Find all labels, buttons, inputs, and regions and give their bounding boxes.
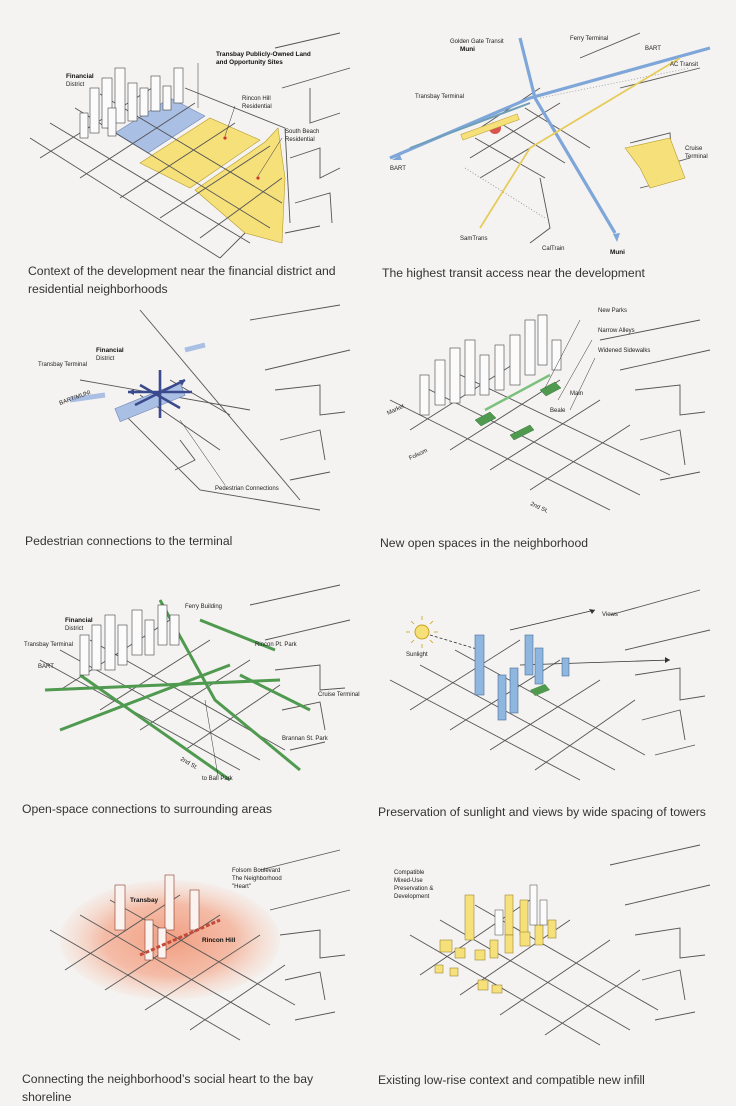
label-bart: BART (38, 664, 54, 670)
label-district: District (96, 356, 115, 362)
panel-social-heart (20, 840, 360, 1060)
caption-sunlight: Preservation of sunlight and views by wide spacing of towers (378, 805, 706, 819)
label-folsom-blvd: Folsom Boulevard (232, 868, 281, 874)
cruise-zone (625, 138, 685, 188)
caption-social-heart: Connecting the neighborhood’s social heart to the bay shoreline (22, 1072, 314, 1104)
label-cruise-terminal: Cruise Terminal (318, 692, 360, 698)
street-grid (410, 845, 710, 1045)
view-line-1 (510, 610, 595, 630)
label-bart-top: BART (645, 46, 661, 52)
panel-open-space-connections (20, 580, 360, 790)
label-neighborhood: The Neighborhood (232, 876, 282, 882)
label-ac-transit: AC Transit (670, 62, 699, 68)
tower-cluster (420, 315, 561, 415)
label-cruise-terminal: Terminal (685, 154, 708, 160)
pedestrian-diagram (20, 300, 360, 520)
label-mixed-use: Mixed-Use (394, 878, 423, 884)
panel-context (20, 28, 360, 260)
label-muni-bottom: Muni (610, 249, 625, 256)
label-cruise: Cruise (685, 146, 703, 152)
caption-context: Context of the development near the financial district and residential neighborhoods (28, 264, 336, 296)
bart-muni-band (185, 345, 205, 350)
label-muni-top: Muni (460, 46, 475, 53)
label-development: Development (394, 894, 430, 900)
label-rincon: Rincon Hill (242, 96, 271, 102)
label-sunlight: Sunlight (406, 652, 428, 658)
label-rincon-res: Residential (242, 104, 272, 110)
connections-diagram (20, 580, 360, 790)
label-opportunity: and Opportunity Sites (216, 59, 283, 66)
label-second-st: 2nd St. (529, 501, 549, 515)
label-narrow-alleys: Narrow Alleys (598, 328, 635, 334)
panel-sunlight (380, 580, 720, 790)
label-ferry-building: Ferry Building (185, 604, 223, 610)
rincon-marker (223, 136, 226, 139)
infill-buildings (435, 895, 556, 993)
label-transbay: Transbay (130, 897, 159, 904)
label-rincon-park: Rincon Pt. Park (255, 642, 297, 648)
label-beale: Beale (550, 408, 566, 414)
label-compatible: Compatible (394, 870, 425, 876)
arrow-muni (613, 233, 620, 242)
tower-cluster (80, 605, 179, 675)
label-caltrain: CalTrain (542, 246, 565, 252)
caption-connections: Open-space connections to surrounding areas (22, 802, 272, 816)
label-district: District (66, 82, 85, 88)
label-main: Main (570, 391, 584, 397)
label-widened-sidewalks: Widened Sidewalks (598, 348, 651, 354)
teal-line (410, 103, 530, 148)
label-ferry: Ferry Terminal (570, 36, 609, 42)
label-ped-connections: Pedestrian Connections (215, 486, 279, 492)
sun-icon (415, 625, 429, 639)
label-views: Views (602, 612, 618, 618)
panel-open-spaces (380, 300, 720, 520)
panel-pedestrian (20, 300, 360, 520)
label-transbay-terminal: Transbay Terminal (415, 94, 465, 100)
caption-infill: Existing low-rise context and compatible new infill (378, 1073, 645, 1087)
southbeach-marker (256, 176, 259, 179)
label-ball-park: to Ball Park (202, 776, 233, 782)
label-bart-muni: BART/MUNI (58, 389, 92, 407)
label-financial: Financial (65, 617, 93, 624)
label-transbay-terminal: Transbay Terminal (38, 362, 88, 368)
label-second-st: 2nd St. (179, 756, 199, 772)
infill-diagram (380, 840, 720, 1060)
label-financial: Financial (96, 347, 124, 354)
label-golden-gate: Golden Gate Transit (450, 39, 504, 45)
label-transbay: Transbay Terminal (24, 642, 74, 648)
label-financial: Financial (66, 73, 94, 80)
label-folsom: Folsom (408, 448, 429, 462)
caption-open-spaces: New open spaces in the neighborhood (380, 536, 589, 550)
context-diagram (20, 28, 360, 260)
label-brannan-park: Brannan St. Park (282, 736, 328, 742)
street-grid (390, 320, 710, 510)
social-heart-diagram (20, 840, 360, 1060)
caltrain-line (465, 168, 545, 218)
sunlight-diagram (380, 580, 720, 790)
label-transbay-land: Transbay Publicly-Owned Land (216, 51, 311, 58)
transit-diagram (380, 28, 720, 260)
street-grid (465, 33, 700, 243)
label-preservation: Preservation & (394, 886, 434, 892)
label-samtrans: SamTrans (460, 236, 488, 242)
label-heart: "Heart" (232, 884, 251, 890)
open-spaces-diagram (380, 300, 720, 520)
label-market: Market (386, 403, 406, 417)
caption-transit: The highest transit access near the development (382, 266, 645, 280)
panel-transit (380, 28, 720, 260)
panel-infill (380, 840, 720, 1060)
label-new-parks: New Parks (598, 308, 628, 314)
towers (475, 635, 569, 720)
street-grid (390, 590, 710, 780)
label-district: District (65, 626, 84, 632)
label-rincon-hill: Rincon Hill (202, 937, 236, 944)
label-bart-left: BART (390, 166, 406, 172)
green-space (530, 684, 550, 696)
caption-pedestrian: Pedestrian connections to the terminal (25, 534, 233, 548)
label-southbeach: South Beach (285, 129, 320, 135)
label-southbeach-res: Residential (285, 137, 315, 143)
ac-transit-line (540, 68, 690, 98)
muni-line (520, 38, 615, 233)
